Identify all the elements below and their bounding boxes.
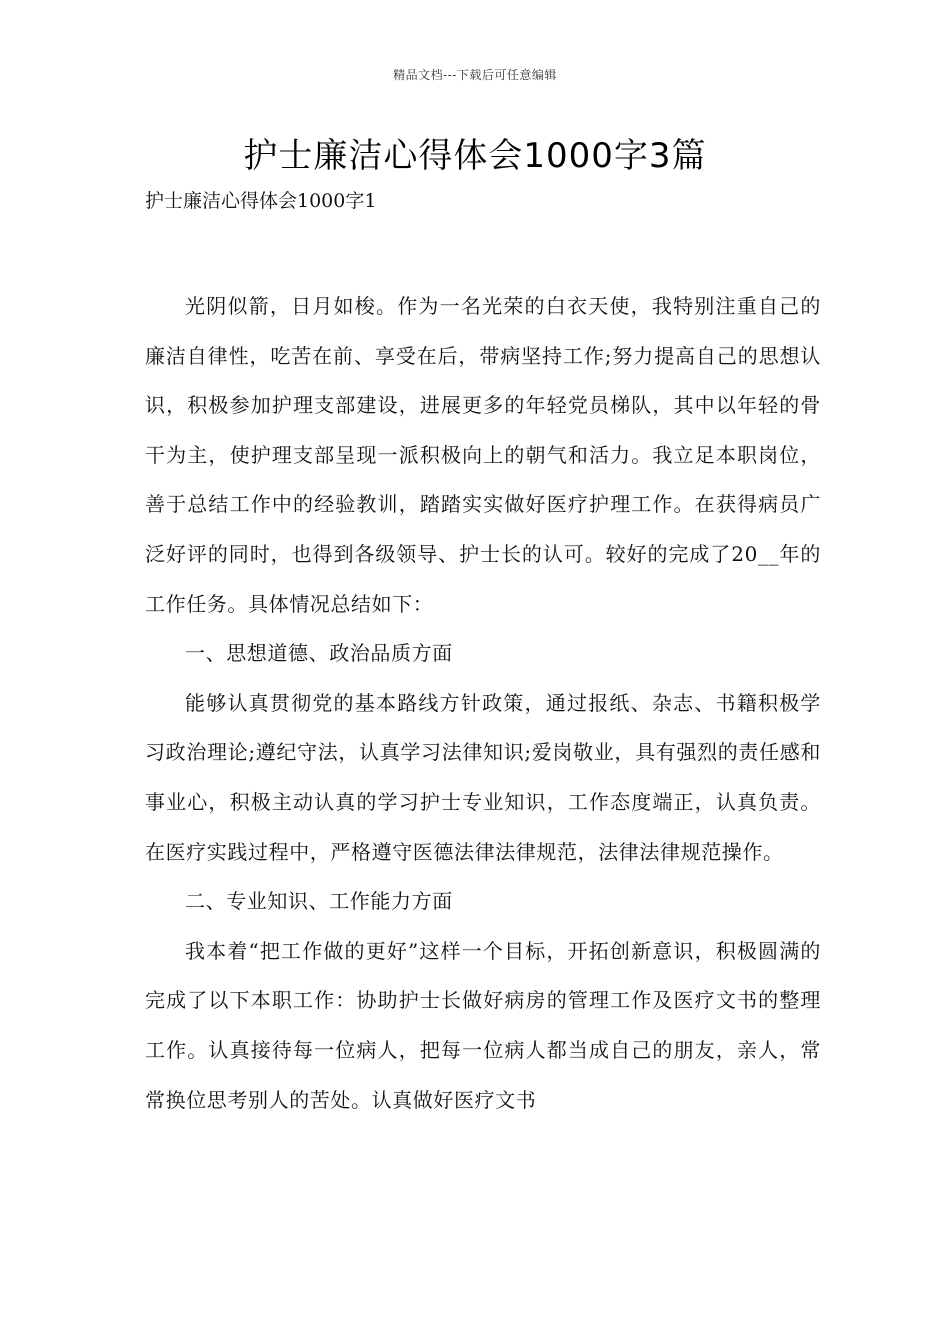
document-title: 护士廉洁心得体会1000字3篇 [243,136,707,176]
paragraph-intro: 光阴似箭，日月如梭。作为一名光荣的白衣天使，我特别注重自己的廉洁自律性，吃苦在前、享受在后，带病坚持工作;努力提高自己的思想认识，积极参加护理支部建设，进展更多的年轻党员梯队，其中以年轻的骨干为主，使护理支部呈现一派积极向上的朝气和活力。我立足本职岗位，善于总结工作中的经验教训，踏踏实实做好医疗护理工作。在获得病员广泛好评的同时，也得到各级领导、护士长的认可。较好的完成了20__年的工作任务。具体情况总结如下： [145,294,821,616]
document-subtitle: 护士廉洁心得体会1000字1 [145,190,377,212]
section-heading-2: 二、专业知识、工作能力方面 [185,889,453,914]
paragraph-section-1: 能够认真贯彻党的基本路线方针政策，通过报纸、杂志、书籍积极学习政治理论;遵纪守法，认真学习法律知识;爱岗敬业，具有强烈的责任感和事业心，积极主动认真的学习护士专业知识，工作态度端正，认真负责。在医疗实践过程中，严格遵守医德法律法律规范，法律法律规范操作。 [145,690,821,864]
section-heading-1: 一、思想道德、政治品质方面 [185,641,453,666]
paragraph-section-2: 我本着“把工作做的更好”这样一个目标，开拓创新意识，积极圆满的完成了以下本职工作：协助护士长做好病房的管理工作及医疗文书的整理工作。认真接待每一位病人，把每一位病人都当成自己的朋友，亲人，常常换位思考别人的苦处。认真做好医疗文书 [145,938,821,1112]
document-body [145,282,821,1125]
header-note: 精品文档---下载后可任意编辑 [393,68,557,82]
